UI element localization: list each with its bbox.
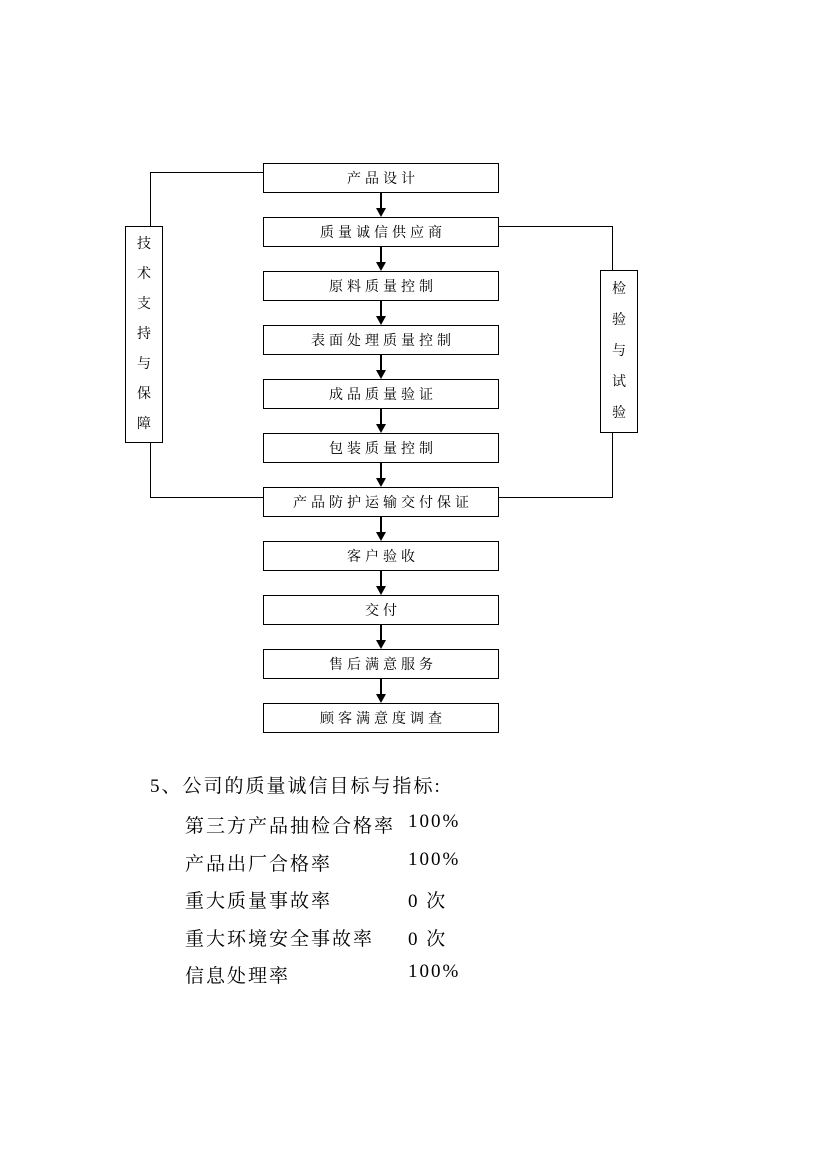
arrow-head bbox=[376, 316, 386, 325]
flow-step-customer-acceptance: 客户验收 bbox=[263, 541, 499, 571]
arrow-stem bbox=[380, 247, 382, 263]
arrow-head bbox=[376, 586, 386, 595]
arrow-head bbox=[376, 208, 386, 217]
goal-row-major-quality-accident-rate bbox=[185, 886, 605, 913]
flow-step-raw-material-quality-control: 原料质量控制 bbox=[263, 271, 499, 301]
arrow-head bbox=[376, 532, 386, 541]
goal-value: 0 次 bbox=[408, 929, 448, 950]
arrow-stem bbox=[380, 355, 382, 371]
flow-step-finished-product-verification: 成品质量验证 bbox=[263, 379, 499, 409]
arrow-stem bbox=[380, 409, 382, 425]
goal-label: 重大质量事故率 bbox=[185, 891, 333, 912]
goal-value: 100% bbox=[408, 849, 461, 870]
goal-label: 重大环境安全事故率 bbox=[185, 929, 375, 950]
flow-step-protection-transport-delivery: 产品防护运输交付保证 bbox=[263, 487, 499, 517]
arrow-head bbox=[376, 640, 386, 649]
goal-value: 100% bbox=[408, 961, 461, 982]
arrow-head bbox=[376, 424, 386, 433]
goal-value: 0 次 bbox=[408, 891, 448, 912]
arrow-stem bbox=[380, 679, 382, 695]
arrow-stem bbox=[380, 463, 382, 479]
arrow-head bbox=[376, 694, 386, 703]
section-heading: 5、公司的质量诚信目标与指标: bbox=[150, 776, 442, 797]
side-box-label: 检验与试验 bbox=[612, 282, 626, 421]
arrow-stem bbox=[380, 301, 382, 317]
goal-label: 产品出厂合格率 bbox=[185, 854, 333, 875]
goal-label: 第三方产品抽检合格率 bbox=[185, 816, 396, 837]
flow-step-product-design: 产品设计 bbox=[263, 163, 499, 193]
arrow-head bbox=[376, 370, 386, 379]
side-box-technical-support bbox=[125, 226, 163, 443]
connector-right-bottom bbox=[499, 433, 613, 498]
side-box-inspection-test bbox=[600, 270, 638, 433]
goal-row-third-party-sampling-pass-rate bbox=[185, 811, 605, 838]
flow-step-customer-satisfaction-survey: 顾客满意度调查 bbox=[263, 703, 499, 733]
flow-step-after-sales-service: 售后满意服务 bbox=[263, 649, 499, 679]
arrow-stem bbox=[380, 517, 382, 533]
connector-left-top bbox=[151, 173, 264, 227]
goal-row-factory-pass-rate bbox=[185, 849, 605, 876]
arrow-stem bbox=[380, 625, 382, 641]
arrow-stem bbox=[380, 193, 382, 209]
arrow-head bbox=[376, 262, 386, 271]
arrow-head bbox=[376, 478, 386, 487]
side-box-label: 技术支持与保障 bbox=[137, 236, 151, 432]
flow-step-quality-integrity-supplier: 质量诚信供应商 bbox=[263, 217, 499, 247]
goal-value: 100% bbox=[408, 811, 461, 832]
connector-left-bottom bbox=[151, 443, 264, 498]
goal-row-major-environment-safety-accident-rate bbox=[185, 924, 605, 951]
goal-label: 信息处理率 bbox=[185, 966, 291, 987]
flow-step-delivery: 交付 bbox=[263, 595, 499, 625]
flow-step-packaging-quality-control: 包装质量控制 bbox=[263, 433, 499, 463]
arrow-stem bbox=[380, 571, 382, 587]
flow-step-surface-treatment-quality-control: 表面处理质量控制 bbox=[263, 325, 499, 355]
connector-right-top bbox=[499, 227, 613, 271]
goal-row-information-processing-rate bbox=[185, 961, 605, 988]
